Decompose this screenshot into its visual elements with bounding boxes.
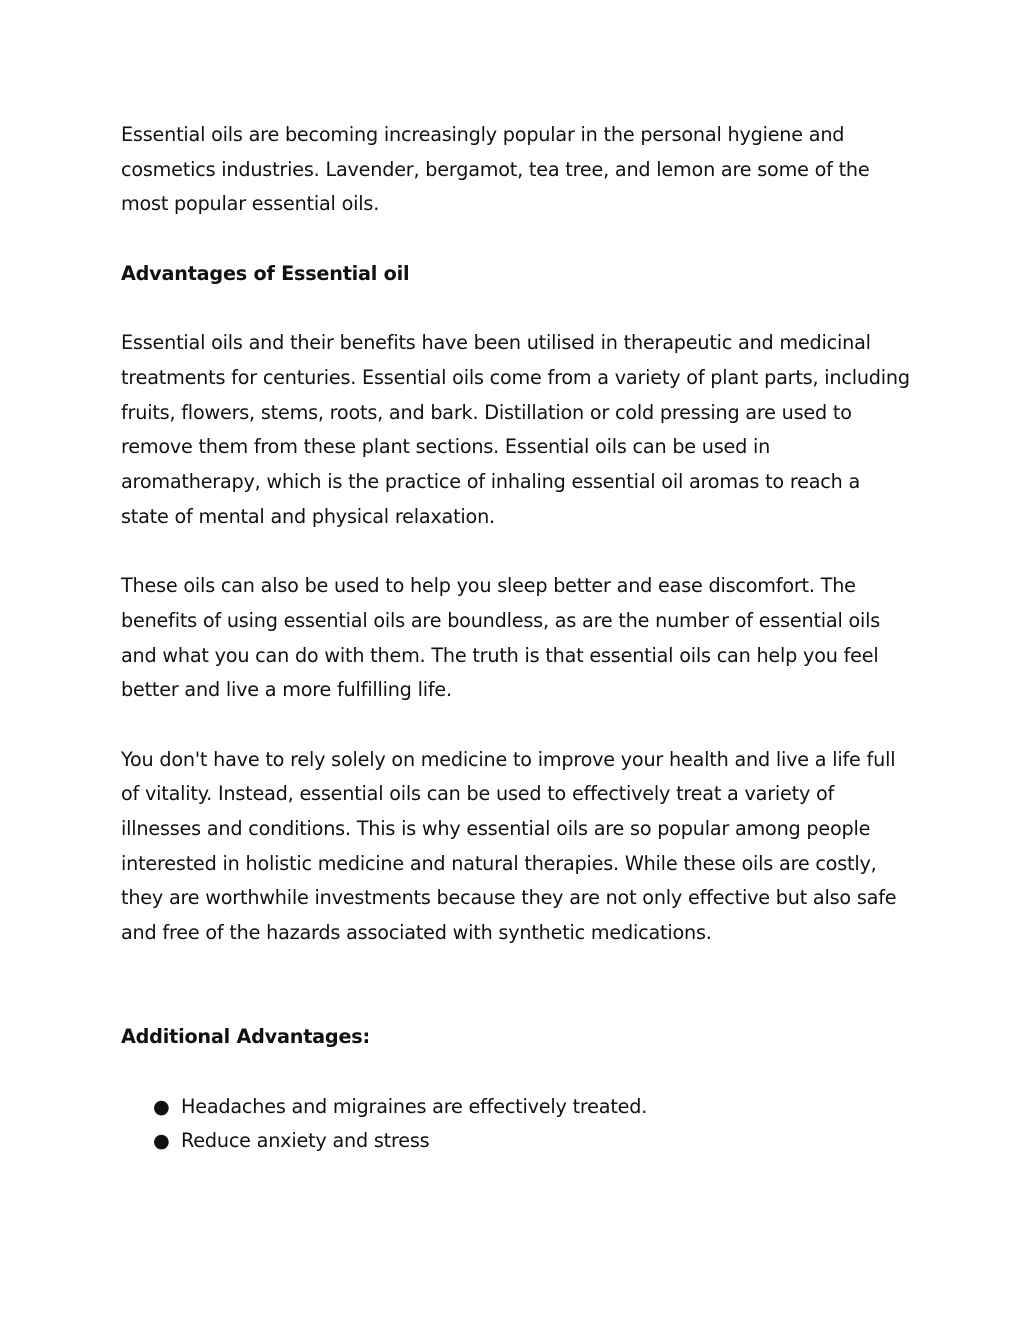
spacer bbox=[121, 986, 911, 1021]
paragraph-1: Essential oils and their benefits have been utilised in therapeutic and medicinal treatments for centuries. Essential oils come from a variety of plant parts, including fruits, flowers, stems, roots, and bark. Distillation or cold pressing are used to remove them from these plant sections. Essential oils can be used in aromatherapy, which is the practice of inhaling essential oil aromas to reach a state of mental and physical relaxation. bbox=[121, 331, 910, 528]
list-item bbox=[153, 1124, 911, 1159]
intro-paragraph: Essential oils are becoming increasingly popular in the personal hygiene and cosmetics industries. Lavender, bergamot, tea tree, and lemon are some of the most popular essential oils. bbox=[121, 123, 870, 216]
list-item-text: Reduce anxiety and stress bbox=[181, 1129, 430, 1153]
additional-advantages-heading: Additional Advantages: bbox=[121, 1025, 370, 1049]
advantages-list bbox=[121, 1090, 911, 1159]
list-item-text: Headaches and migraines are effectively treated. bbox=[181, 1094, 648, 1118]
document-body bbox=[121, 118, 911, 1159]
bullet-icon: ● bbox=[153, 1129, 170, 1153]
advantages-heading: Advantages of Essential oil bbox=[121, 261, 410, 285]
paragraph-2: These oils can also be used to help you sleep better and ease discomfort. The benefits of using essential oils are boundless, as are the number of essential oils and what you can do with them. The truth is that essential oils can help you feel better and live a more fulfilling life. bbox=[121, 574, 881, 702]
list-item bbox=[153, 1090, 911, 1125]
bullet-icon: ● bbox=[153, 1094, 170, 1118]
paragraph-3: You don't have to rely solely on medicine to improve your health and live a life full of vitality. Instead, essential oils can be used to effectively treat a variety of illnesses and conditions. This is why essential oils are so popular among people interested in holistic medicine and natural therapies. While these oils are costly, they are worthwhile investments because they are not only effective but also safe and free of the hazards associated with synthetic medications. bbox=[121, 747, 897, 945]
